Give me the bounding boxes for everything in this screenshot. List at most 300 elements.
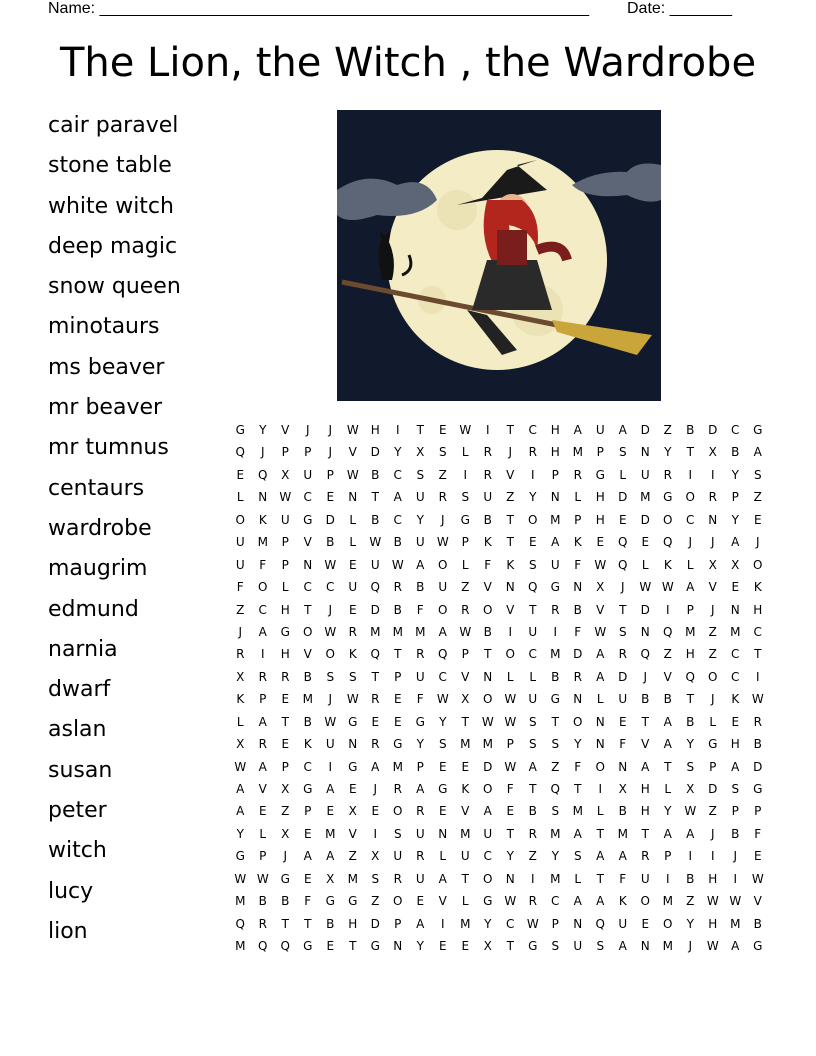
grid-letter: R: [371, 692, 380, 707]
grid-letter: W: [234, 759, 247, 774]
grid-letter: E: [596, 535, 605, 550]
grid-letter: K: [483, 535, 492, 550]
grid-letter: I: [710, 849, 715, 864]
grid-letter: N: [438, 826, 448, 841]
word-list-item: aslan: [48, 717, 107, 743]
grid-letter: P: [394, 916, 402, 931]
date-field: [627, 0, 732, 18]
grid-letter: T: [506, 512, 514, 527]
grid-letter: V: [438, 894, 447, 909]
grid-letter: W: [324, 557, 337, 572]
grid-letter: Q: [370, 647, 380, 662]
grid-letter: A: [438, 871, 447, 886]
grid-letter: W: [279, 490, 292, 505]
grid-letter: R: [708, 490, 717, 505]
grid-letter: I: [755, 669, 760, 684]
name-field: [48, 0, 589, 18]
word-list-item: susan: [48, 757, 113, 783]
grid-letter: C: [393, 467, 402, 482]
grid-letter: R: [416, 849, 425, 864]
grid-letter: A: [326, 782, 335, 796]
grid-letter: Z: [708, 804, 717, 819]
grid-row: [229, 532, 769, 554]
grid-letter: R: [348, 624, 357, 639]
grid-letter: J: [260, 445, 265, 460]
grid-letter: Q: [595, 916, 605, 931]
grid-letter: U: [303, 467, 313, 482]
grid-letter: L: [506, 669, 514, 684]
grid-letter: G: [550, 692, 560, 707]
grid-letter: C: [753, 624, 762, 639]
grid-letter: N: [483, 669, 493, 684]
word-list-item: minotaurs: [48, 314, 160, 340]
grid-letter: S: [573, 849, 582, 864]
grid-letter: A: [483, 804, 492, 819]
grid-letter: R: [416, 647, 425, 662]
grid-letter: H: [550, 423, 560, 437]
grid-row: [229, 824, 769, 846]
grid-letter: I: [463, 467, 468, 482]
grid-letter: X: [371, 849, 380, 864]
grid-letter: W: [706, 939, 719, 954]
grid-letter: C: [438, 669, 447, 684]
witch-on-broom-moon-illustration: [337, 110, 661, 401]
grid-letter: E: [461, 939, 470, 954]
grid-letter: R: [258, 669, 267, 684]
grid-letter: V: [303, 647, 312, 662]
grid-letter: W: [594, 557, 607, 572]
grid-letter: V: [461, 669, 470, 684]
grid-letter: T: [371, 490, 379, 505]
grid-letter: U: [483, 490, 493, 505]
grid-letter: U: [438, 580, 448, 595]
grid-letter: A: [663, 714, 672, 729]
grid-letter: C: [303, 759, 312, 774]
grid-letter: A: [236, 782, 245, 796]
grid-letter: P: [731, 804, 739, 819]
grid-letter: R: [371, 737, 380, 752]
grid-letter: F: [506, 782, 514, 796]
grid-letter: Q: [618, 557, 628, 572]
grid-letter: V: [506, 602, 515, 617]
grid-letter: N: [595, 737, 605, 752]
grid-letter: K: [236, 692, 245, 707]
grid-letter: X: [281, 782, 290, 796]
grid-letter: T: [529, 602, 537, 617]
grid-letter: X: [731, 557, 740, 572]
grid-letter: G: [280, 871, 290, 886]
grid-letter: D: [708, 423, 718, 437]
word-list-item: mr tumnus: [48, 435, 169, 461]
grid-letter: G: [438, 782, 448, 796]
grid-letter: O: [483, 692, 493, 707]
grid-letter: U: [280, 512, 290, 527]
grid-letter: Y: [686, 916, 694, 931]
grid-letter: B: [753, 916, 762, 931]
grid-letter: A: [596, 669, 605, 684]
grid-letter: S: [393, 826, 402, 841]
grid-letter: R: [483, 445, 492, 460]
grid-letter: F: [236, 580, 244, 595]
grid-letter: Y: [664, 804, 672, 819]
grid-letter: A: [618, 939, 627, 954]
grid-letter: A: [371, 759, 380, 774]
grid-letter: V: [708, 580, 717, 595]
grid-letter: E: [438, 804, 447, 819]
grid-letter: K: [731, 692, 740, 707]
grid-letter: X: [618, 782, 627, 796]
grid-letter: Y: [416, 939, 424, 954]
grid-letter: T: [281, 916, 289, 931]
grid-letter: A: [731, 939, 740, 954]
grid-letter: N: [640, 939, 650, 954]
grid-letter: T: [304, 916, 312, 931]
grid-letter: J: [755, 535, 760, 550]
word-list-item: white witch: [48, 193, 174, 219]
grid-letter: I: [373, 826, 378, 841]
grid-letter: E: [753, 849, 762, 864]
grid-letter: Z: [461, 580, 470, 595]
word-search-grid: [229, 420, 769, 959]
grid-letter: G: [753, 782, 763, 796]
grid-letter: Y: [484, 916, 492, 931]
grid-letter: K: [303, 737, 312, 752]
grid-letter: Q: [280, 939, 290, 954]
grid-letter: Y: [416, 737, 424, 752]
grid-letter: U: [618, 692, 628, 707]
grid-letter: J: [328, 423, 333, 437]
grid-letter: B: [663, 692, 672, 707]
grid-letter: X: [281, 467, 290, 482]
grid-letter: O: [393, 894, 403, 909]
grid-letter: R: [753, 714, 762, 729]
grid-letter: T: [281, 714, 289, 729]
grid-letter: O: [483, 871, 493, 886]
grid-letter: I: [508, 624, 513, 639]
grid-letter: O: [663, 512, 673, 527]
grid-letter: E: [326, 939, 335, 954]
grid-letter: Y: [416, 512, 424, 527]
grid-letter: L: [641, 557, 649, 572]
grid-letter: J: [710, 692, 715, 707]
grid-letter: T: [506, 826, 514, 841]
grid-letter: Z: [371, 894, 380, 909]
grid-letter: Q: [235, 445, 245, 460]
grid-letter: Y: [259, 423, 267, 437]
grid-letter: X: [416, 445, 425, 460]
grid-row: [229, 936, 769, 958]
grid-letter: A: [731, 535, 740, 550]
grid-letter: A: [258, 714, 267, 729]
grid-letter: Y: [529, 490, 537, 505]
word-list-item: maugrim: [48, 556, 148, 582]
grid-letter: W: [729, 894, 742, 909]
grid-letter: C: [528, 647, 537, 662]
grid-letter: Y: [551, 849, 559, 864]
grid-letter: C: [326, 580, 335, 595]
grid-letter: F: [574, 759, 582, 774]
grid-letter: N: [303, 557, 313, 572]
grid-letter: J: [620, 580, 625, 595]
grid-letter: B: [731, 445, 740, 460]
grid-letter: S: [551, 939, 560, 954]
word-list-item: mr beaver: [48, 395, 163, 421]
grid-letter: I: [530, 871, 535, 886]
grid-letter: S: [438, 737, 447, 752]
grid-letter: V: [303, 535, 312, 550]
grid-letter: U: [415, 490, 425, 505]
grid-letter: R: [393, 782, 402, 796]
grid-letter: B: [731, 826, 740, 841]
grid-letter: Z: [236, 602, 245, 617]
grid-letter: M: [640, 490, 651, 505]
grid-letter: H: [348, 916, 358, 931]
grid-letter: A: [686, 826, 695, 841]
grid-letter: I: [598, 782, 603, 796]
grid-letter: G: [753, 939, 763, 954]
grid-letter: U: [415, 669, 425, 684]
grid-letter: L: [236, 490, 244, 505]
grid-letter: D: [618, 490, 628, 505]
grid-letter: K: [573, 535, 582, 550]
grid-letter: D: [370, 916, 380, 931]
grid-letter: M: [302, 692, 313, 707]
page-title: The Lion, the Witch , the Wardrobe: [59, 40, 757, 86]
grid-letter: Z: [753, 490, 762, 505]
grid-row: [229, 442, 769, 464]
grid-letter: W: [436, 692, 449, 707]
grid-letter: R: [258, 916, 267, 931]
grid-letter: G: [370, 939, 380, 954]
grid-letter: S: [551, 737, 560, 752]
grid-letter: U: [393, 849, 403, 864]
grid-letter: E: [438, 939, 447, 954]
grid-letter: T: [619, 602, 627, 617]
grid-letter: T: [529, 782, 537, 796]
grid-letter: B: [686, 871, 695, 886]
grid-letter: A: [303, 849, 312, 864]
grid-letter: A: [641, 759, 650, 774]
grid-letter: O: [663, 916, 673, 931]
grid-letter: Y: [731, 467, 739, 482]
grid-letter: M: [662, 939, 673, 954]
grid-letter: I: [665, 602, 670, 617]
grid-letter: X: [326, 871, 335, 886]
grid-letter: N: [505, 580, 515, 595]
grid-letter: R: [573, 669, 582, 684]
grid-letter: P: [281, 759, 289, 774]
grid-letter: Y: [731, 512, 739, 527]
grid-letter: Y: [574, 737, 582, 752]
grid-letter: X: [686, 782, 695, 796]
grid-letter: D: [370, 445, 380, 460]
grid-letter: N: [550, 490, 560, 505]
word-list-item: witch: [48, 838, 107, 864]
grid-letter: P: [461, 647, 469, 662]
grid-letter: L: [349, 535, 357, 550]
grid-letter: C: [731, 669, 740, 684]
grid-letter: S: [528, 557, 537, 572]
grid-letter: B: [371, 467, 380, 482]
grid-letter: M: [347, 871, 358, 886]
grid-letter: B: [303, 669, 312, 684]
grid-letter: M: [730, 624, 741, 639]
grid-letter: B: [393, 602, 402, 617]
grid-letter: Z: [663, 647, 672, 662]
grid-letter: J: [710, 826, 715, 841]
grid-letter: Z: [551, 759, 560, 774]
grid-letter: J: [688, 535, 693, 550]
grid-letter: L: [596, 692, 604, 707]
grid-letter: E: [461, 759, 470, 774]
grid-letter: V: [281, 423, 290, 437]
grid-letter: T: [686, 692, 694, 707]
grid-letter: W: [346, 467, 359, 482]
grid-letter: I: [553, 624, 558, 639]
grid-letter: U: [460, 849, 470, 864]
grid-letter: M: [325, 826, 336, 841]
grid-letter: D: [573, 647, 583, 662]
grid-letter: N: [393, 939, 403, 954]
grid-letter: X: [596, 580, 605, 595]
grid-letter: O: [438, 557, 448, 572]
grid-letter: M: [572, 804, 583, 819]
grid-letter: T: [371, 669, 379, 684]
grid-letter: X: [708, 445, 717, 460]
grid-letter: W: [684, 804, 697, 819]
grid-letter: J: [440, 512, 445, 527]
grid-letter: C: [483, 849, 492, 864]
grid-letter: L: [686, 557, 694, 572]
grid-letter: B: [258, 894, 267, 909]
grid-letter: K: [506, 557, 515, 572]
grid-row: [229, 869, 769, 891]
grid-letter: F: [574, 624, 582, 639]
grid-letter: X: [708, 557, 717, 572]
grid-letter: G: [303, 782, 313, 796]
grid-letter: E: [258, 804, 267, 819]
grid-letter: O: [573, 714, 583, 729]
grid-letter: R: [258, 737, 267, 752]
grid-letter: V: [461, 804, 470, 819]
word-list-item: lion: [48, 918, 88, 944]
grid-letter: U: [415, 871, 425, 886]
grid-letter: O: [393, 804, 403, 819]
grid-letter: J: [305, 423, 310, 437]
grid-letter: M: [550, 647, 561, 662]
grid-letter: K: [663, 557, 672, 572]
grid-letter: I: [440, 916, 445, 931]
grid-letter: Q: [550, 782, 560, 796]
grid-letter: G: [753, 423, 763, 437]
grid-letter: Y: [506, 849, 514, 864]
grid-letter: M: [730, 916, 741, 931]
grid-letter: L: [461, 557, 469, 572]
grid-letter: K: [618, 894, 627, 909]
grid-row: [229, 487, 769, 509]
grid-letter: P: [259, 692, 267, 707]
grid-letter: M: [550, 871, 561, 886]
grid-letter: S: [416, 467, 425, 482]
grid-letter: V: [258, 782, 267, 796]
grid-letter: B: [528, 804, 537, 819]
grid-letter: P: [551, 467, 559, 482]
grid-letter: A: [573, 423, 582, 437]
grid-letter: J: [328, 445, 333, 460]
grid-letter: H: [280, 647, 290, 662]
name-line: _______________________________________________________: [99, 0, 589, 17]
grid-letter: L: [349, 512, 357, 527]
grid-letter: P: [551, 916, 559, 931]
grid-letter: I: [710, 467, 715, 482]
grid-letter: C: [303, 580, 312, 595]
grid-letter: D: [483, 759, 493, 774]
grid-letter: A: [731, 759, 740, 774]
grid-row: [229, 734, 769, 756]
grid-letter: I: [328, 759, 333, 774]
grid-letter: A: [236, 804, 245, 819]
grid-letter: S: [528, 737, 537, 752]
grid-letter: C: [686, 512, 695, 527]
grid-letter: M: [235, 939, 246, 954]
grid-letter: H: [730, 737, 740, 752]
grid-letter: T: [506, 535, 514, 550]
grid-letter: W: [706, 894, 719, 909]
grid-letter: C: [731, 647, 740, 662]
grid-letter: B: [686, 423, 695, 437]
grid-letter: Q: [663, 624, 673, 639]
grid-letter: A: [258, 624, 267, 639]
grid-letter: S: [371, 871, 380, 886]
grid-letter: M: [685, 624, 696, 639]
grid-letter: A: [686, 580, 695, 595]
grid-letter: E: [348, 602, 357, 617]
grid-letter: S: [461, 490, 470, 505]
grid-letter: N: [573, 916, 583, 931]
grid-letter: C: [506, 916, 515, 931]
grid-letter: G: [235, 423, 245, 437]
grid-letter: A: [416, 782, 425, 796]
grid-letter: E: [416, 894, 425, 909]
grid-row: [229, 555, 769, 577]
grid-letter: W: [526, 916, 539, 931]
grid-letter: O: [528, 512, 538, 527]
grid-letter: H: [280, 602, 290, 617]
grid-letter: D: [708, 782, 718, 796]
grid-row: [229, 779, 769, 801]
grid-letter: N: [573, 580, 583, 595]
grid-letter: E: [281, 737, 290, 752]
grid-letter: N: [505, 871, 515, 886]
grid-letter: E: [753, 512, 762, 527]
word-list-item: narnia: [48, 636, 118, 662]
grid-letter: G: [348, 759, 358, 774]
grid-letter: S: [731, 782, 740, 796]
grid-letter: A: [416, 916, 425, 931]
grid-letter: R: [528, 826, 537, 841]
grid-letter: A: [416, 557, 425, 572]
grid-letter: L: [664, 782, 672, 796]
grid-letter: Q: [235, 916, 245, 931]
grid-letter: M: [460, 916, 471, 931]
word-list-item: wardrobe: [48, 515, 152, 541]
grid-letter: L: [529, 669, 537, 684]
grid-letter: Z: [438, 467, 447, 482]
grid-letter: S: [551, 804, 560, 819]
grid-letter: G: [280, 624, 290, 639]
grid-letter: A: [573, 826, 582, 841]
grid-letter: X: [348, 804, 357, 819]
